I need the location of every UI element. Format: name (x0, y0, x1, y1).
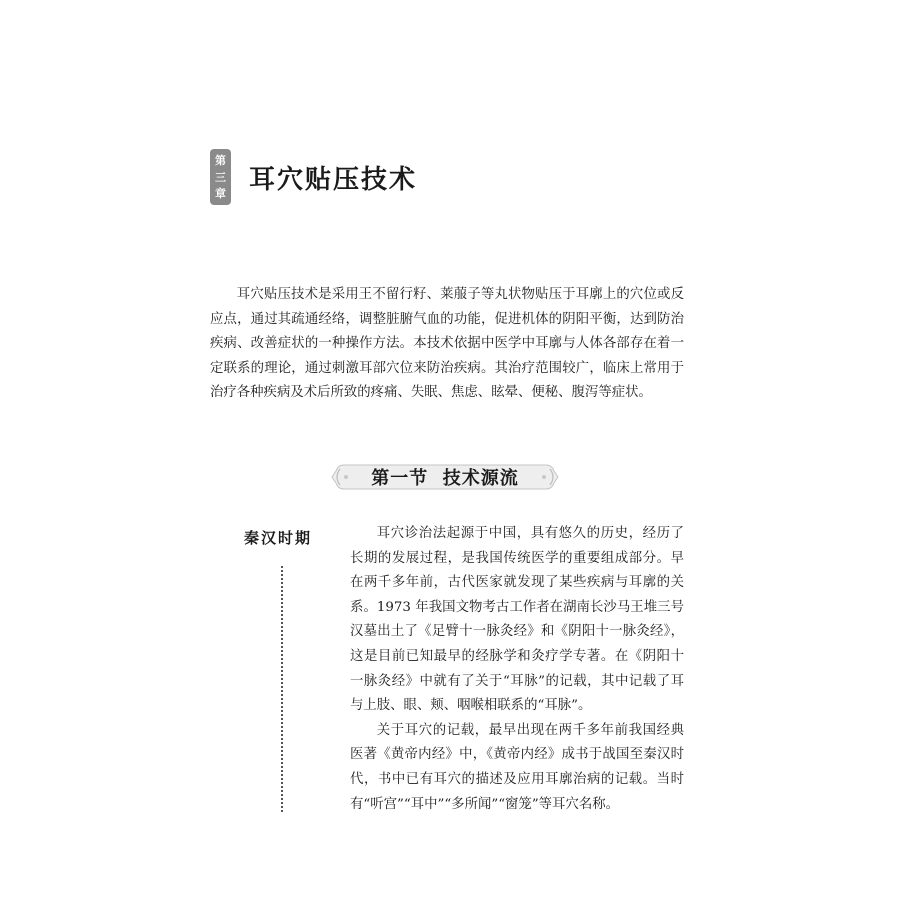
dotted-divider (281, 566, 283, 812)
chapter-badge-char: 章 (215, 187, 226, 201)
section-title: 第一节 技术源流 (371, 468, 519, 489)
intro-paragraph: 耳穴贴压技术是采用王不留行籽、莱菔子等丸状物贴压于耳廓上的穴位或反应点，通过其疏通经络，调整脏腑气血的功能，促进机体的阴阳平衡，达到防治疾病、改善症状的一种操作方法。本技术依据中医学中耳廓与人体各部存在着一定联系的理论，通过刺激耳部穴位来防治疾病。其治疗范围较广，临床上常用于治疗各种疾病及术后所致的疼痛、失眠、焦虑、眩晕、便秘、腹泻等症状。 (210, 287, 684, 400)
body-paragraph: 关于耳穴的记载，最早出现在两千多年前我国经典医著《黄帝内经》中，《黄帝内经》成书于战国至秦汉时代，书中已有耳穴的描述及应用耳廓治病的记载。当时有“听宫”“耳中”“多所闻”“窗笼”等耳穴名称。 (350, 722, 684, 812)
section-banner (330, 462, 560, 492)
chapter-badge-char: 第 (215, 153, 226, 167)
body-paragraph: 耳穴诊治法起源于中国，具有悠久的历史，经历了长期的发展过程，是我国传统医学的重要组成部分。早在两千多年前，古代医家就发现了某些疾病与耳廓的关系。1973 年我国文物考古工作者在湖南长沙马王堆三号汉墓出土了《足臂十一脉灸经》和《阴阳十一脉灸经》，这是目前已知最早的经脉学和灸疗学专著。在《阴阳十一脉灸经》中就有了关于“耳脉”的记载，其中记载了耳与上肢、眼、颊、咽喉相联系的“耳脉”。 (350, 526, 684, 714)
chapter-badge (210, 149, 231, 205)
chapter-title: 耳穴贴压技术 (249, 165, 418, 195)
period-body (350, 522, 684, 817)
period-label: 秦汉时期 (244, 529, 313, 547)
chapter-badge-char: 三 (215, 170, 226, 184)
